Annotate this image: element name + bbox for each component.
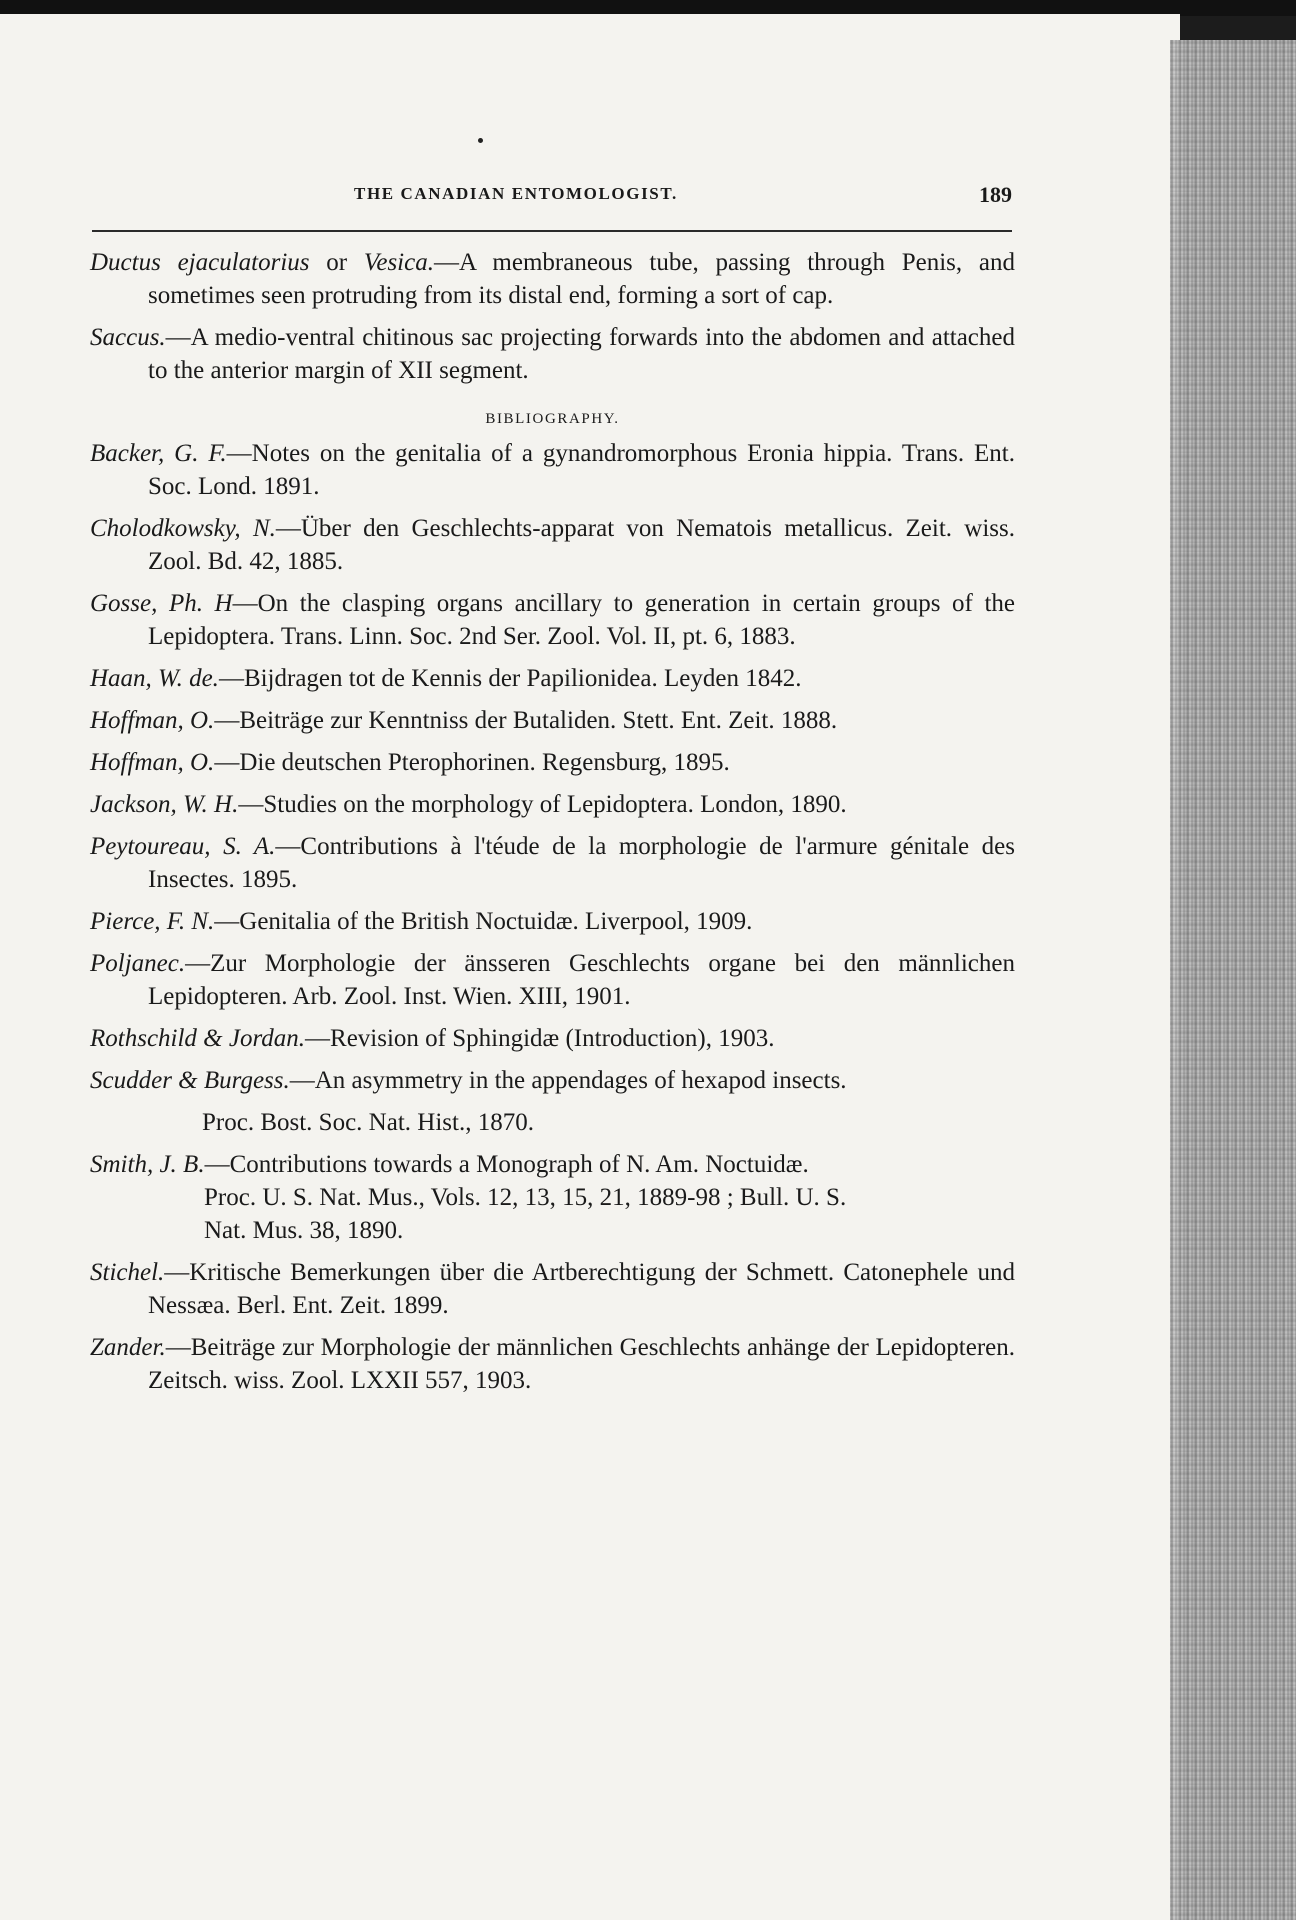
bib-author: Peytoureau, S. A. [90,833,276,860]
bib-text: —An asymmetry in the appendages of hexapod insects. [289,1067,847,1094]
bib-author: Backer, G. F. [90,440,227,467]
bib-entry [90,1064,1015,1097]
bib-author: Poljanec. [90,950,186,977]
definition-text: —A membraneous tube, passing through Penis, and sometimes seen protruding from its distal end, forming a sort of cap. [148,249,1015,309]
bib-entry [90,788,1015,821]
bib-author: Scudder & Burgess. [90,1067,290,1094]
bib-entry [90,1022,1015,1055]
bib-text: —Revision of Sphingidæ (Introduction), 1903. [305,1025,775,1052]
bib-entry [90,905,1015,938]
bib-text: —Genitalia of the British Noctuidæ. Liverpool, 1909. [214,908,753,935]
definition-term: Saccus. [90,324,166,351]
bib-text: —Zur Morphologie der änsseren Geschlechts organe bei den männlichen Lepidopteren. Arb. Zool. Inst. Wien. XIII, 1901. [148,950,1015,1010]
bib-author: Pierce, F. N. [90,908,215,935]
bib-entry [90,1256,1015,1322]
bib-entry [90,662,1015,695]
bib-entry [90,1148,1015,1247]
definition-connector: or [309,249,364,276]
definition-text: —A medio-ventral chitinous sac projecting forwards into the abdomen and attached to the anterior margin of XII segment. [148,324,1015,384]
definition-term: Ductus ejaculatorius [90,249,310,276]
bib-entry [90,512,1015,578]
bib-text: —On the clasping organs ancillary to generation in certain groups of the Lepidoptera. Trans. Linn. Soc. 2nd Ser. Zool. Vol. II, pt. 6, 1883. [148,590,1015,650]
definition-ductus [90,246,1015,312]
bib-text: —Bijdragen tot de Kennis der Papilionidea. Leyden 1842. [218,665,802,692]
definition-saccus [90,321,1015,387]
bib-continuation: Proc. Bost. Soc. Nat. Hist., 1870. [202,1109,534,1136]
bib-entry [90,437,1015,503]
bib-entry [90,1331,1015,1397]
bib-author: Haan, W. de. [90,665,219,692]
bib-entry [90,947,1015,1013]
page-header [92,184,1012,214]
bib-text: —Notes on the genitalia of a gynandromorphous Eronia hippia. Trans. Ent. Soc. Lond. 1891. [148,440,1016,500]
bib-sub-line: Nat. Mus. 38, 1890. [204,1217,404,1244]
running-head: THE CANADIAN ENTOMOLOGIST. [354,184,678,203]
bib-text: —Contributions à l'téude de la morphologie de l'armure génitale des Insectes. 1895. [148,833,1015,893]
bib-text: —Kritische Bemerkungen über die Artberechtigung der Schmett. Catonephele und Nessæa. Berl. Ent. Zeit. 1899. [148,1259,1015,1319]
bib-text: —Studies on the morphology of Lepidoptera. London, 1890. [238,791,847,818]
definition-term-2: Vesica. [363,249,434,276]
bib-text: —Beiträge zur Morphologie der männlichen Geschlechts anhänge der Lepidopteren. Zeitsch. wiss. Zool. LXXII 557, 1903. [148,1334,1015,1394]
bib-author: Stichel. [90,1259,165,1286]
bib-entry [90,746,1015,779]
header-rule [92,230,1012,232]
bib-author: Rothschild & Jordan. [90,1025,306,1052]
bib-entry [90,587,1015,653]
bib-text: —Beiträge zur Kenntniss der Butaliden. Stett. Ent. Zeit. 1888. [214,707,838,734]
print-speck [478,138,483,143]
bib-entry [90,830,1015,896]
bib-author: Cholodkowsky, N. [90,515,276,542]
bibliography-title: BIBLIOGRAPHY. [485,411,620,427]
bib-entry [90,704,1015,737]
bib-text: —Die deutschen Pterophorinen. Regensburg, 1895. [214,749,730,776]
page-body [90,246,1015,1406]
bib-author: Smith, J. B. [90,1151,205,1178]
page-number: 189 [979,182,1012,207]
bib-text: —Über den Geschlechts-apparat von Nematois metallicus. Zeit. wiss. Zool. Bd. 42, 1885. [148,515,1015,575]
bib-text: —Contributions towards a Monograph of N. Am. Noctuidæ. [204,1151,809,1178]
bib-author: Jackson, W. H. [90,791,239,818]
bib-sub-line: Proc. U. S. Nat. Mus., Vols. 12, 13, 15, 21, 1889-98 ; Bull. U. S. [204,1184,847,1211]
bib-author: Gosse, Ph. H [90,590,233,617]
page-edges [1170,40,1296,1920]
bib-author: Hoffman, O. [90,749,215,776]
bib-author: Hoffman, O. [90,707,215,734]
bib-author: Zander. [90,1334,166,1361]
